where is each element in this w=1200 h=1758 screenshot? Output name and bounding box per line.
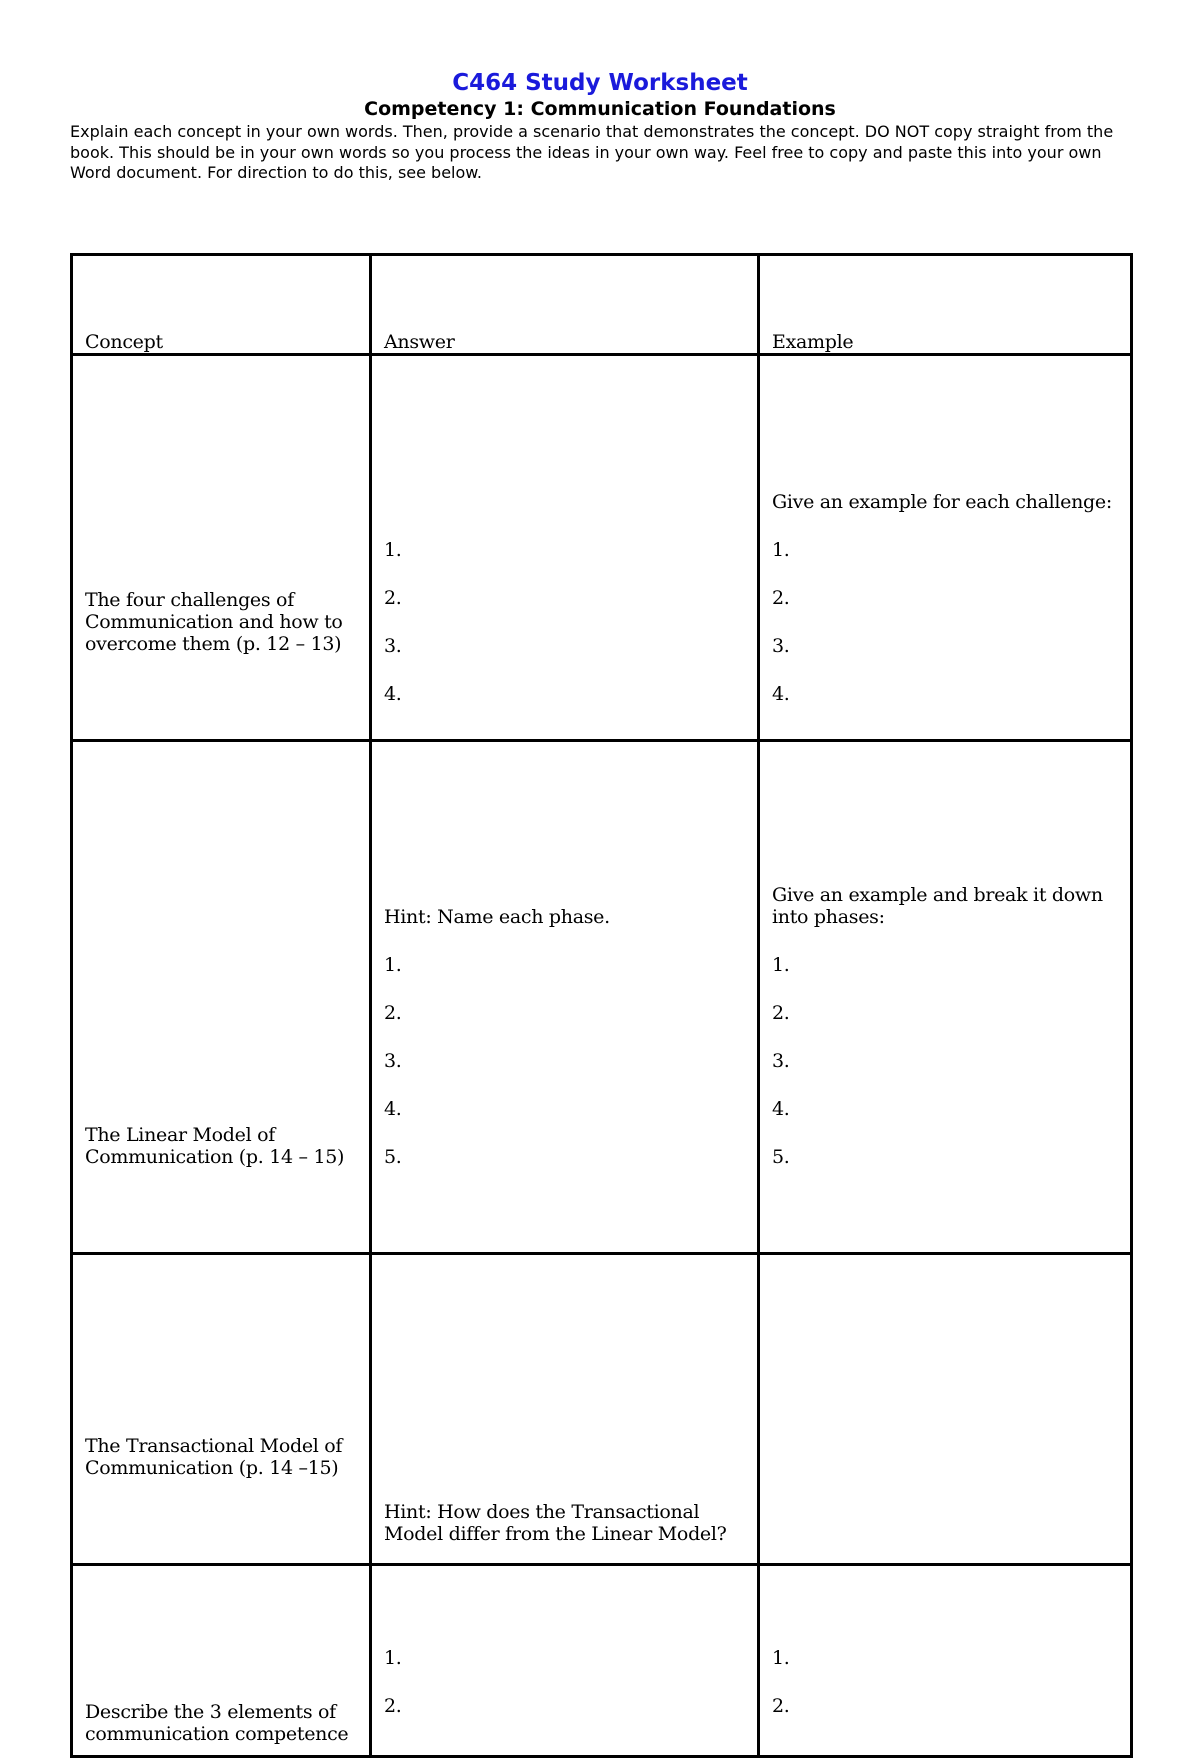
answer-hint: Hint: Name each phase. — [384, 906, 610, 928]
list-item: 2. — [384, 1002, 402, 1024]
list-item: 1. — [384, 954, 402, 976]
table-row — [72, 355, 1132, 741]
table-row — [72, 1254, 1132, 1565]
list-item: 5. — [772, 1146, 790, 1168]
answer-cell[interactable] — [371, 1254, 759, 1565]
list-item: 2. — [384, 1695, 402, 1717]
example-prompt: Give an example for each challenge: — [772, 491, 1112, 513]
table-row — [72, 741, 1132, 1254]
list-item: 4. — [384, 1098, 402, 1120]
answer-cell[interactable] — [371, 1565, 759, 1757]
column-header-concept: Concept — [72, 255, 371, 355]
list-item: 4. — [384, 683, 402, 705]
example-cell[interactable] — [759, 1254, 1132, 1565]
competency-subtitle: Competency 1: Communication Foundations — [364, 98, 836, 120]
list-item: 3. — [384, 635, 402, 657]
concept-cell[interactable] — [72, 741, 371, 1254]
answer-cell[interactable] — [371, 355, 759, 741]
concept-text: The four challenges of Communication and how to overcome them (p. 12 – 13) — [85, 589, 343, 655]
concept-cell[interactable] — [72, 355, 371, 741]
list-item: 1. — [384, 539, 402, 561]
list-item: 3. — [772, 1050, 790, 1072]
instructions-paragraph: Explain each concept in your own words. Then, provide a scenario that demonstrates the concept. DO NOT copy straight from the book. This should be in your own words so you process the ideas in your own way. Feel free to copy and paste this into your own Word document. For direction to do this, see below. — [70, 122, 1114, 182]
concept-text: The Linear Model of Communication (p. 14 – 15) — [85, 1124, 345, 1168]
list-item: 4. — [772, 683, 790, 705]
example-cell[interactable] — [759, 1565, 1132, 1757]
list-item: 5. — [384, 1146, 402, 1168]
list-item: 1. — [772, 539, 790, 561]
answer-cell[interactable] — [371, 741, 759, 1254]
list-item: 2. — [384, 587, 402, 609]
column-header-example: Example — [759, 255, 1132, 355]
list-item: 2. — [772, 587, 790, 609]
list-item: 3. — [772, 635, 790, 657]
worksheet-title: C464 Study Worksheet — [452, 70, 748, 96]
list-item: 1. — [772, 954, 790, 976]
table-row — [72, 1565, 1132, 1757]
worksheet-table — [70, 253, 1133, 1758]
table-header-row — [72, 255, 1132, 355]
concept-cell[interactable] — [72, 1565, 371, 1757]
column-header-answer: Answer — [371, 255, 759, 355]
concept-text: Describe the 3 elements of communication competence — [85, 1701, 349, 1745]
list-item: 3. — [384, 1050, 402, 1072]
list-item: 2. — [772, 1695, 790, 1717]
concept-cell[interactable] — [72, 1254, 371, 1565]
answer-hint: Hint: How does the Transactional Model differ from the Linear Model? — [384, 1501, 727, 1545]
list-item: 1. — [772, 1647, 790, 1669]
list-item: 1. — [384, 1647, 402, 1669]
list-item: 4. — [772, 1098, 790, 1120]
list-item: 2. — [772, 1002, 790, 1024]
example-prompt: Give an example and break it down into phases: — [772, 884, 1103, 928]
concept-text: The Transactional Model of Communication (p. 14 –15) — [85, 1435, 343, 1479]
example-cell[interactable] — [759, 355, 1132, 741]
example-cell[interactable] — [759, 741, 1132, 1254]
